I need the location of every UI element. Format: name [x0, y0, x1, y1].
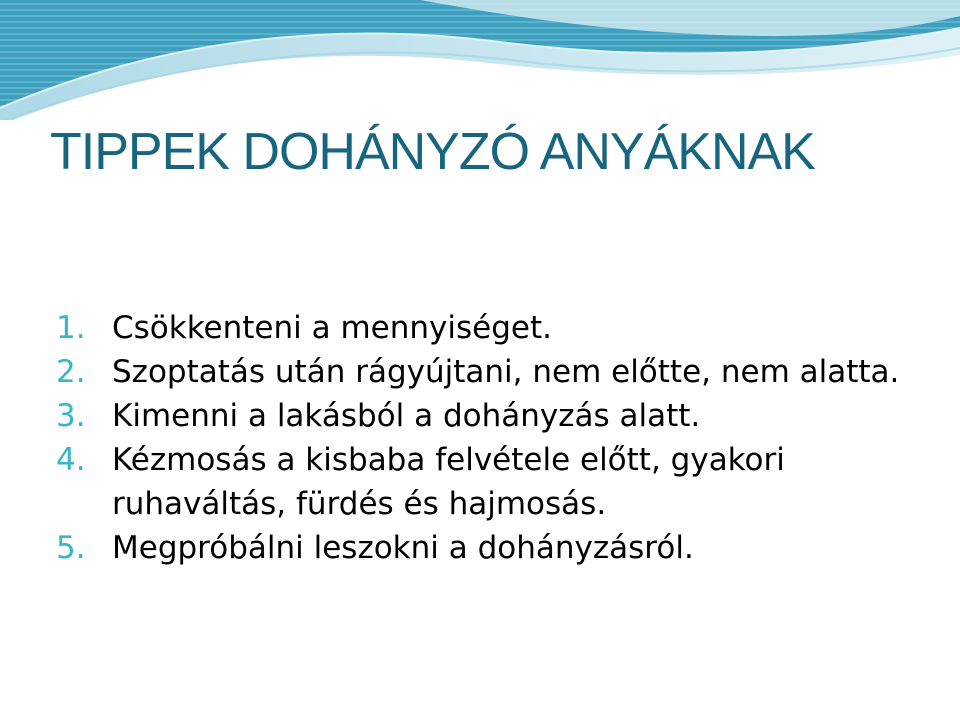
list-item-number: 3. — [56, 398, 86, 434]
list-item-text: Szoptatás után rágyújtani, nem előtte, nem alatta. — [112, 354, 900, 390]
list-item-text: Kézmosás a kisbaba felvétele előtt, gyakori ruhaváltás, fürdés és hajmosás. — [112, 442, 785, 522]
list-item — [56, 306, 936, 350]
list-item-number: 4. — [56, 442, 86, 478]
header-wave-decoration — [0, 0, 960, 120]
list-item — [56, 394, 936, 438]
list-item-number: 2. — [56, 354, 86, 390]
list-item — [56, 438, 936, 526]
list-item-text: Csökkenteni a mennyiséget. — [112, 310, 552, 346]
tips-list — [56, 306, 936, 570]
list-item-text: Kimenni a lakásból a dohányzás alatt. — [112, 398, 701, 434]
list-item — [56, 526, 936, 570]
list-item-number: 5. — [56, 530, 86, 566]
list-item-text: Megpróbálni leszokni a dohányzásról. — [112, 530, 694, 566]
list-item — [56, 350, 936, 394]
list-item-number: 1. — [56, 310, 86, 346]
slide-title: TIPPEK DOHÁNYZÓ ANYÁKNAK — [50, 123, 815, 181]
